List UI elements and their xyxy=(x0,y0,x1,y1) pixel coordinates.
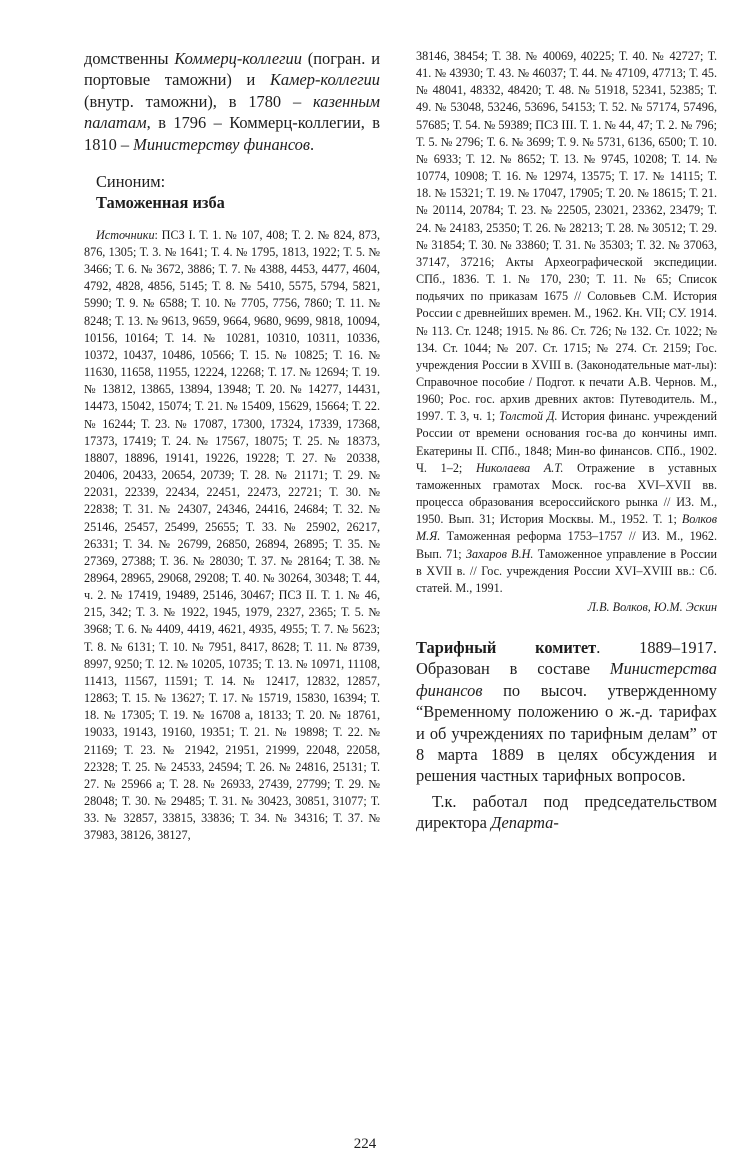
synonym-block xyxy=(96,171,380,214)
intro-paragraph: домственны Коммерц-коллегии (погран. и портовые таможни) и Камер-коллегии (внутр. таможни), в 1780 – казенным палатам, в 1796 – Коммерц-коллегии, в 1810 – Министерству финансов. xyxy=(84,49,380,154)
entry-dates: 1889–1917. xyxy=(639,638,717,657)
right-column xyxy=(416,48,717,834)
sources-continuation: 38146, 38454; Т. 38. № 40069, 40225; Т. 40. № 42727; Т. 41. № 43930; Т. 43. № 46037; Т. 44. № 47109, 47713; Т. 45. № 48041, 48332, 48420; Т. 48. № 51918, 52341, 52385; Т. 49. № 53048, 53246, 53696, 54153; Т. 52. № 57174, 57496, 57685; Т. 54. № 59389; ПСЗ III. Т. 1. № 44, 47; Т. 2. № 796; Т. 5. № 2796; Т. 6. № 3699; Т. 9. № 5731, 6136, 6500; Т. 10. № 6933; Т. 12. № 8652; Т. 13. № 9745, 10208; Т. 14. № 10774, 10908; Т. 16. № 12974, 13575; Т. 17. № 14115; Т. 18. № 15321; Т. 19. № 17047, 17905; Т. 20. № 18615; Т. 21. № 20114, 20784; Т. 23. № 22505, 23021, 23362, 23479; Т. 24. № 24183, 25350; Т. 26. № 28213; Т. 28. № 30512; Т. 29. № 31854; Т. 30. № 33860; Т. 31. № 35303; Т. 32. № 37063, 37147, 37216; Акты Археографической экспедиции. СПб., 1836. Т. 1. № 170, 230; Т. 11. № 65; Список подьячих по приказам 1675 // Соловьев С.М. История России с древнейших времен. М., 1962. Кн. VII; СУ. 1914. № 113. Ст. 1248; 1915. № 86. Ст. 726; № 132. Ст. 1022; № 134. Ст. 1044; № 207. Ст. 1715; № 274. Ст. 2159; Гос. учреждения России в XVIII в. (Законодательные мат-лы): Справочное пособие / Подгот. к печати А.В. Чернов. М., 1960; Рос. гос. архив древних актов: Путеводитель. М., 1997. Т. 3, ч. 1; Толстой Д. История финанс. учреждений России от времени основания гос-ва до кончины имп. Екатерины II. СПб., 1848; Мин-во финансов. СПб., 1902. Ч. 1–2; Николаева А.Т. Отражение в уставных таможенных грамотах Моск. гос-ва XVI–XVII вв. процесса образования всероссийского рынка // ИЗ. М., 1950. Вып. 31; История Москвы. М., 1952. Т. 1; Волков М.Я. Таможенная реформа 1753–1757 // ИЗ. М., 1962. Вып. 71; Захаров В.Н. Таможенное управление в России в XVII в. // Гос. учреждения России XVI–XVIII вв.: Сб. статей. М., 1991. xyxy=(416,49,717,595)
entry-paragraph: Тарифный комитет. 1889–1917. Образован в составе Министерства финансов по высоч. утвержденному “Временному положению о ж.-д. тарифах и об учреждениях по тарифным делам” от 8 марта 1889 в целях обсуждения и решения частных тарифных вопросов. xyxy=(416,638,717,786)
synonym-label: Синоним: xyxy=(96,172,166,192)
sources-paragraph: Источники: ПСЗ I. Т. 1. № 107, 408; Т. 2. № 824, 873, 876, 1305; Т. 3. № 1641; Т. 4. № 1795, 1813, 1922; Т. 5. № 3466; Т. 6. № 3672, 3886; Т. 7. № 4388, 4453, 4477, 4604, 4792, 4828, 4856, 5145; Т. 8. № 5410, 5575, 5794, 5821, 5990; Т. 9. № 6588; Т. 10. № 7705, 7756, 7860; Т. 11. № 8248; Т. 13. № 9613, 9659, 9664, 9680, 9699, 9818, 10094, 10156, 10164; Т. 14. № 10281, 10310, 10311, 10336, 10372, 10437, 10486, 10566; Т. 15. № 10825; Т. 16. № 11630, 11658, 11955, 12224, 12268; Т. 17. № 12694; Т. 19. № 13812, 13865, 13894, 13948; Т. 20. № 14277, 14431, 14473, 15042, 15074; Т. 21. № 15409, 15629, 15664; Т. 22. № 16244; Т. 23. № 17087, 17300, 17324, 17339, 17368, 17373, 17419; Т. 24. № 17567, 18075; Т. 25. № 18373, 18807, 18896, 19141, 19226, 19228; Т. 27. № 20338, 20406, 20433, 20654, 20739; Т. 28. № 21171; Т. 29. № 22031, 22339, 22434, 22451, 22473, 22721; Т. 30. № 22838; Т. 31. № 24307, 24346, 24416, 24684; Т. 32. № 25146, 25457, 25499, 25655; Т. 33. № 25902, 26217, 26331; Т. 34. № 26799, 26850, 26894, 26895; Т. 35. № 27369, 27388; Т. 36. № 28030; Т. 37. № 28164; Т. 38. № 28964, 28965, 29068, 29208; Т. 40. № 30264, 30348; Т. 44, ч. 2. № 17419, 19489, 25146, 30467; ПСЗ II. Т. 1. № 46, 215, 342; Т. 3. № 1922, 1945, 1979, 2327, 2365; Т. 5. № 3968; Т. 6. № 4409, 4419, 4621, 4935, 4955; Т. 7. № 5623; Т. 8. № 6131; Т. 10. № 7951, 8417, 8628; Т. 11. № 8739, 8997, 9250; Т. 12. № 10205, 10735; Т. 13. № 10971, 11108, 11413, 11567, 11591; Т. 14. № 12417, 12832, 12857, 12863; Т. 15. № 13627; Т. 17. № 15719, 15830, 16394; Т. 18. № 17305; Т. 19. № 16708 а, 18133; Т. 20. № 18761, 19033, 19143, 19160, 19351; Т. 21. № 19898; Т. 22. № 21169; Т. 23. № 21942, 21951, 21999, 22048, 22058, 22328; Т. 25. № 24533, 24594; Т. 26. № 24816, 25131; Т. 27. № 25966 а; Т. 28. № 26933, 27439, 27799; Т. 29. № 28048; Т. 30. № 29485; Т. 31. № 30423, 30851, 31077; Т. 33. № 32857, 33815, 33836; Т. 34. № 34316; Т. 37. № 37983, 38126, 38127, xyxy=(84,227,380,843)
sources-label: Источники xyxy=(96,227,155,242)
synonym-term: Таможенная изба xyxy=(96,193,225,213)
entry-paragraph-2: Т.к. работал под председательством директора Департа- xyxy=(416,791,717,833)
entry-title: Тарифный комитет xyxy=(416,638,597,657)
sources-text: ПСЗ I. Т. 1. № 107, 408; Т. 2. № 824, 873, 876, 1305; Т. 3. № 1641; Т. 4. № 1795, 1813, 1922; Т. 5. № 3466; Т. 6. № 3672, 3886; Т. 7. № 4388, 4453, 4477, 4604, 4792, 4828, 4856, 5145; Т. 8. № 5410, 5575, 5794, 5821, 5990; Т. 9. № 6588; Т. 10. № 7705, 7756, 7860; Т. 11. № 8248; Т. 13. № 9613, 9659, 9664, 9680, 9699, 9818, 10094, 10156, 10164; Т. 14. № 10281, 10310, 10311, 10336, 10372, 10437, 10486, 10566; Т. 15. № 10825; Т. 16. № 11630, 11658, 11955, 12224, 12268; Т. 17. № 12694; Т. 19. № 13812, 13865, 13894, 13948; Т. 20. № 14277, 14431, 14473, 15042, 15074; Т. 21. № 15409, 15629, 15664; Т. 22. № 16244; Т. 23. № 17087, 17300, 17324, 17339, 17368, 17373, 17419; Т. 24. № 17567, 18075; Т. 25. № 18373, 18807, 18896, 19141, 19226, 19228; Т. 27. № 20338, 20406, 20433, 20654, 20739; Т. 28. № 21171; Т. 29. № 22031, 22339, 22434, 22451, 22473, 22721; Т. 30. № 22838; Т. 31. № 24307, 24346, 24416, 24684; Т. 32. № 25146, 25457, 25499, 25655; Т. 33. № 25902, 26217, 26331; Т. 34. № 26799, 26850, 26894, 26895; Т. 35. № 27369, 27388; Т. 36. № 28030; Т. 37. № 28164; Т. 38. № 28964, 28965, 29068, 29208; Т. 40. № 30264, 30348; Т. 44, ч. 2. № 17419, 19489, 25146, 30467; ПСЗ II. Т. 1. № 46, 215, 342; Т. 3. № 1922, 1945, 1979, 2327, 2365; Т. 5. № 3968; Т. 6. № 4409, 4419, 4621, 4935, 4955; Т. 7. № 5623; Т. 8. № 6131; Т. 10. № 7951, 8417, 8628; Т. 11. № 8739, 8997, 9250; Т. 12. № 10205, 10735; Т. 13. № 10971, 11108, 11413, 11567, 11591; Т. 14. № 12417, 12832, 12857, 12863; Т. 15. № 13627; Т. 17. № 15719, 15830, 16394; Т. 18. № 17305; Т. 19. № 16708 а, 18133; Т. 20. № 18761, 19033, 19143, 19160, 19351; Т. 21. № 19898; Т. 22. № 21169; Т. 23. № 21942, 21951, 21999, 22048, 22058, 22328; Т. 25. № 24533, 24594; Т. 26. № 24816, 25131; Т. 27. № 25966 а; Т. 28. № 26933, 27439, 27799; Т. 29. № 28048; Т. 30. № 29485; Т. 31. № 30423, 30851, 31077; Т. 33. № 32857, 33815, 33836; Т. 34. № 34316; Т. 37. № 37983, 38126, 38127, xyxy=(84,227,380,843)
article-authors: Л.В. Волков, Ю.М. Эскин xyxy=(587,600,717,614)
left-column xyxy=(84,48,380,844)
entry-text: Образован в составе Министерства финансов по высоч. утвержденному “Временному положению о ж.-д. тарифах и об учреждениях по тарифным делам” от 8 марта 1889 в целях обсуждения и решения частных тарифных вопросов. xyxy=(416,659,717,786)
page-number: 224 xyxy=(353,1136,377,1152)
